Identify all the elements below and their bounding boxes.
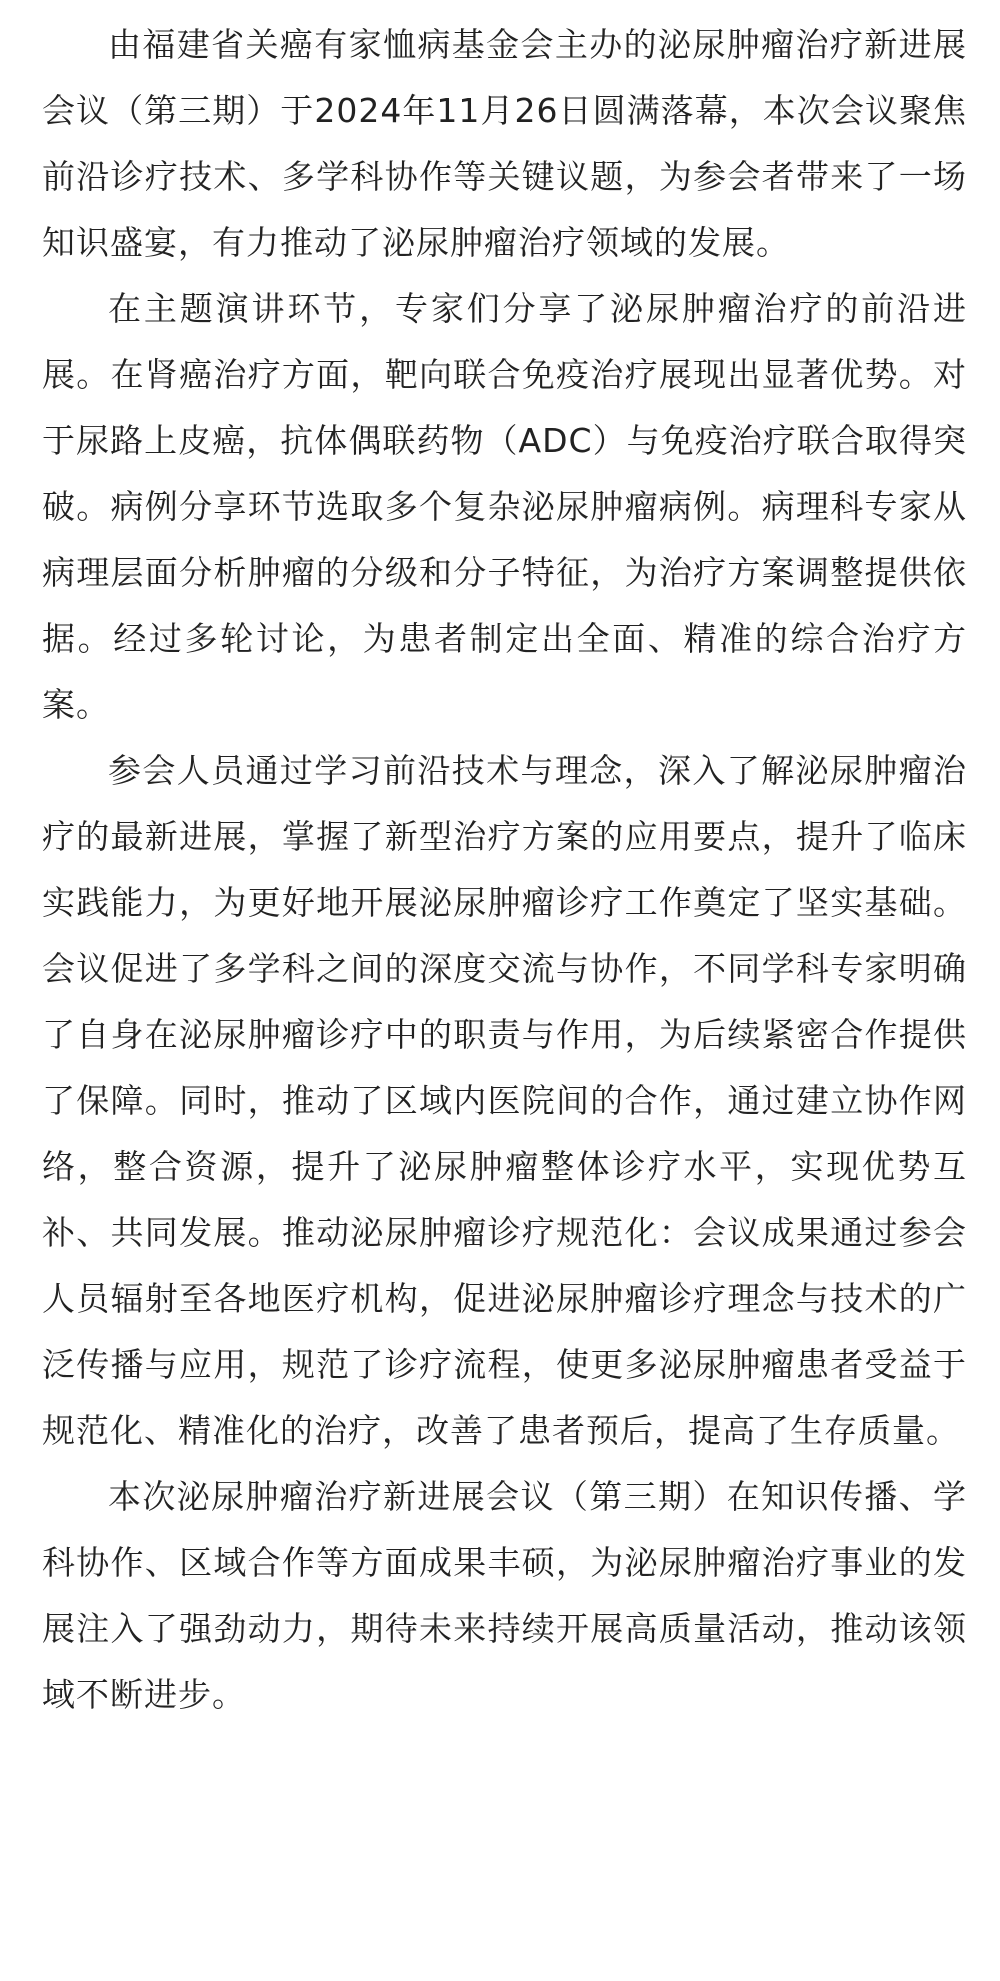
article-body <box>42 12 967 1728</box>
paragraph-outcomes: 参会人员通过学习前沿技术与理念，深入了解泌尿肿瘤治疗的最新进展，掌握了新型治疗方案的应用要点，提升了临床实践能力，为更好地开展泌尿肿瘤诊疗工作奠定了坚实基础。会议促进了多学科之间的深度交流与协作，不同学科专家明确了自身在泌尿肿瘤诊疗中的职责与作用，为后续紧密合作提供了保障。同时，推动了区域内医院间的合作，通过建立协作网络，整合资源，提升了泌尿肿瘤整体诊疗水平，实现优势互补、共同发展。推动泌尿肿瘤诊疗规范化：会议成果通过参会人员辐射至各地医疗机构，促进泌尿肿瘤诊疗理念与技术的广泛传播与应用，规范了诊疗流程，使更多泌尿肿瘤患者受益于规范化、精准化的治疗，改善了患者预后，提高了生存质量。 <box>42 751 967 1450</box>
paragraph-keynote-highlights: 在主题演讲环节，专家们分享了泌尿肿瘤治疗的前沿进展。在肾癌治疗方面，靶向联合免疫治疗展现出显著优势。对于尿路上皮癌，抗体偶联药物（ADC）与免疫治疗联合取得突破。病例分享环节选取多个复杂泌尿肿瘤病例。病理科专家从病理层面分析肿瘤的分级和分子特征，为治疗方案调整提供依据。经过多轮讨论，为患者制定出全面、精准的综合治疗方案。 <box>42 289 967 724</box>
paragraph-conclusion: 本次泌尿肿瘤治疗新进展会议（第三期）在知识传播、学科协作、区域合作等方面成果丰硕，为泌尿肿瘤治疗事业的发展注入了强劲动力，期待未来持续开展高质量活动，推动该领域不断进步。 <box>42 1477 967 1714</box>
paragraph-conference-summary: 由福建省关癌有家恤病基金会主办的泌尿肿瘤治疗新进展会议（第三期）于2024年11月26日圆满落幕，本次会议聚焦前沿诊疗技术、多学科协作等关键议题，为参会者带来了一场知识盛宴，有力推动了泌尿肿瘤治疗领域的发展。 <box>42 25 967 262</box>
